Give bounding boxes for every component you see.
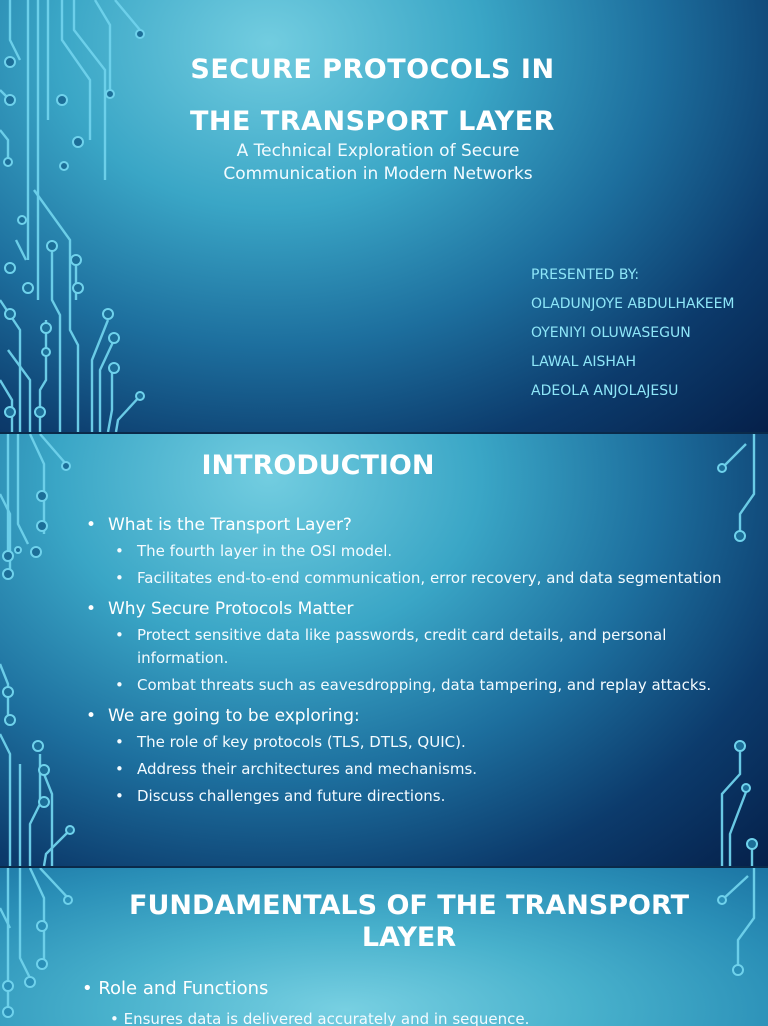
sub-bullet: • Protect sensitive data like passwords, credit card details, and personal information. (115, 624, 726, 670)
presenter-name: ADEOLA ANJOLAJESU (531, 383, 679, 399)
bullet-heading: • We are going to be exploring: (86, 705, 726, 727)
subtitle-line-2: Communication in Modern Networks (223, 164, 533, 184)
presenters-heading: PRESENTED BY: (531, 267, 640, 283)
slide-title (120, 44, 625, 148)
title-line-1: SECURE PROTOCOLS IN (190, 54, 555, 85)
sub-bullet: • The fourth layer in the OSI model. (115, 540, 726, 563)
bullet-heading: • Role and Functions (82, 978, 269, 999)
presenter-name: OLADUNJOYE ABDULHAKEEM (531, 296, 735, 312)
presenter-name: OYENIYI OLUWASEGUN (531, 325, 691, 341)
bullet-heading: • Why Secure Protocols Matter (86, 598, 726, 620)
bullet-heading: • What is the Transport Layer? (86, 514, 726, 536)
title-line-2: THE TRANSPORT LAYER (190, 106, 555, 137)
sub-bullet: • Combat threats such as eavesdropping, data tampering, and replay attacks. (115, 674, 726, 697)
sub-bullet: • The role of key protocols (TLS, DTLS, QUIC). (115, 731, 726, 754)
sub-bullet: • Facilitates end-to-end communication, error recovery, and data segmentation (115, 567, 726, 590)
sub-bullet: • Ensures data is delivered accurately and in sequence. (110, 1010, 530, 1026)
sub-bullet-text: Ensures data is delivered accurately and in sequence. (123, 1010, 530, 1026)
subtitle-line-1: A Technical Exploration of Secure (236, 141, 520, 161)
introduction-slide (0, 434, 768, 866)
sub-bullet: • Address their architectures and mechanisms. (115, 758, 726, 781)
bullet-text: Role and Functions (98, 978, 269, 999)
fundamentals-slide (0, 868, 768, 1026)
sub-bullet: • Discuss challenges and future directions. (115, 785, 726, 808)
slide-title: FUNDAMENTALS OF THE TRANSPORT LAYER (129, 890, 689, 953)
presenter-name: LAWAL AISHAH (531, 354, 637, 370)
bullet-list (86, 514, 726, 808)
slide-title: INTRODUCTION (201, 450, 435, 481)
presenters-list (531, 264, 735, 409)
title-slide (0, 0, 768, 432)
slide-subtitle (150, 140, 606, 186)
